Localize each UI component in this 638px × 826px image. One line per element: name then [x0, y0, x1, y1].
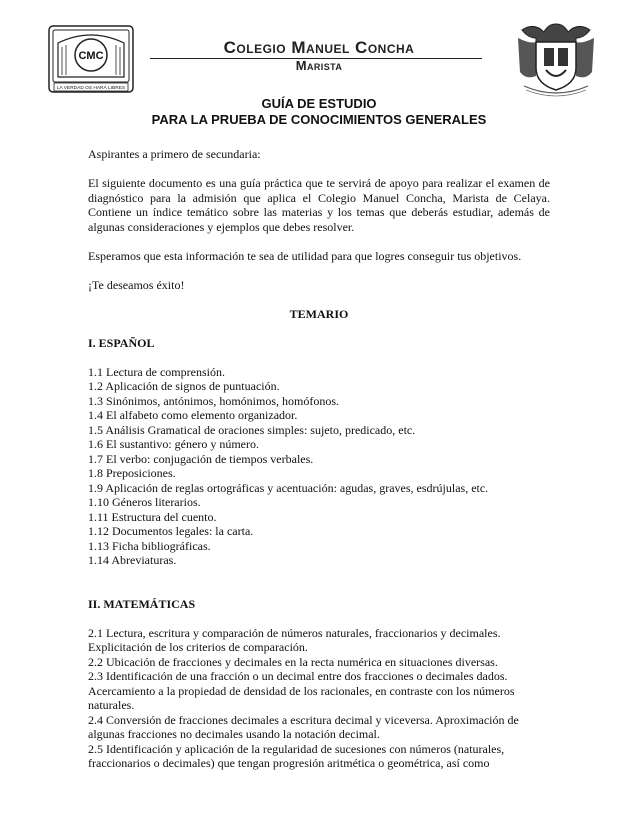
school-subtitle: Marista: [295, 58, 343, 73]
list-item: 2.1 Lectura, escritura y comparación de números naturales, fraccionarios y decimales. Explicitación de los criterios de comparación.: [88, 625, 501, 654]
logo-initials: CMC: [78, 50, 104, 62]
document-title: GUÍA DE ESTUDIO: [261, 96, 377, 111]
list-item: 2.5 Identificación y aplicación de la regularidad de sucesiones con números (naturales, fraccionarios o decimales) que tengan progresión aritmética o geométrica, así como: [88, 741, 505, 770]
list-item: 1.7 El verbo: conjugación de tiempos verbales.: [88, 451, 314, 466]
list-item: 1.9 Aplicación de reglas ortográficas y acentuación: agudas, graves, esdrújulas, etc.: [88, 480, 489, 495]
list-item: 1.11 Estructura del cuento.: [88, 509, 217, 524]
list-item: 1.8 Preposiciones.: [88, 466, 176, 480]
intro-paragraph: El siguiente documento es una guía práctica que te servirá de apoyo para realizar el examen de diagnóstico para la admisión que aplica el Colegio Manuel Concha, Marista de Celaya. Contiene un índice temático sobre las materias y los temas que deberás estudiar, además de algunas consideraciones y ejemplos que debes resolver.: [88, 176, 550, 234]
closing-line: ¡Te deseamos éxito!: [88, 277, 185, 292]
list-item: 1.6 El sustantivo: género y número.: [88, 437, 259, 451]
greeting: Aspirantes a primero de secundaria:: [88, 147, 261, 161]
section-title-espanol: I. ESPAÑOL: [88, 335, 155, 350]
logo-motto: LA VERDAD OS HARÁ LIBRES: [56, 86, 126, 91]
school-crest-right: [514, 20, 598, 102]
list-item: 1.4 El alfabeto como elemento organizador.: [88, 408, 298, 422]
list-item: 1.2 Aplicación de signos de puntuación.: [88, 379, 280, 393]
list-item: 2.2 Ubicación de fracciones y decimales en la recta numérica en situaciones diversas.: [88, 654, 498, 669]
list-item: 2.3 Identificación de una fracción o un decimal entre dos fracciones o decimales dados. Acercamiento a la propiedad de densidad de los racionales, en contraste con los números naturales.: [88, 669, 515, 712]
school-name: Colegio Manuel Concha: [223, 38, 415, 57]
section-title-matematicas: II. MATEMÁTICAS: [88, 596, 196, 611]
document-subtitle: PARA LA PRUEBA DE CONOCIMIENTOS GENERALES: [151, 112, 487, 127]
wish-paragraph: Esperamos que esta información te sea de utilidad para que logres conseguir tus objetivos.: [88, 248, 522, 263]
list-item: 2.4 Conversión de fracciones decimales a escritura decimal y viceversa. Aproximación de algunas fracciones no decimales usando la notación decimal.: [88, 712, 519, 741]
list-item: 1.5 Análisis Gramatical de oraciones simples: sujeto, predicado, etc.: [88, 422, 416, 437]
list-item: 1.14 Abreviaturas.: [88, 553, 177, 567]
school-logo-left: [48, 25, 134, 93]
document-body: [88, 147, 550, 771]
list-item: 1.3 Sinónimos, antónimos, homónimos, homófonos.: [88, 393, 340, 408]
list-item: 1.13 Ficha bibliográficas.: [88, 538, 211, 553]
list-item: 1.10 Géneros literarios.: [88, 495, 201, 509]
list-item: 1.12 Documentos legales: la carta.: [88, 524, 254, 538]
list-item: 1.1 Lectura de comprensión.: [88, 364, 225, 379]
temario-heading: TEMARIO: [289, 306, 349, 321]
